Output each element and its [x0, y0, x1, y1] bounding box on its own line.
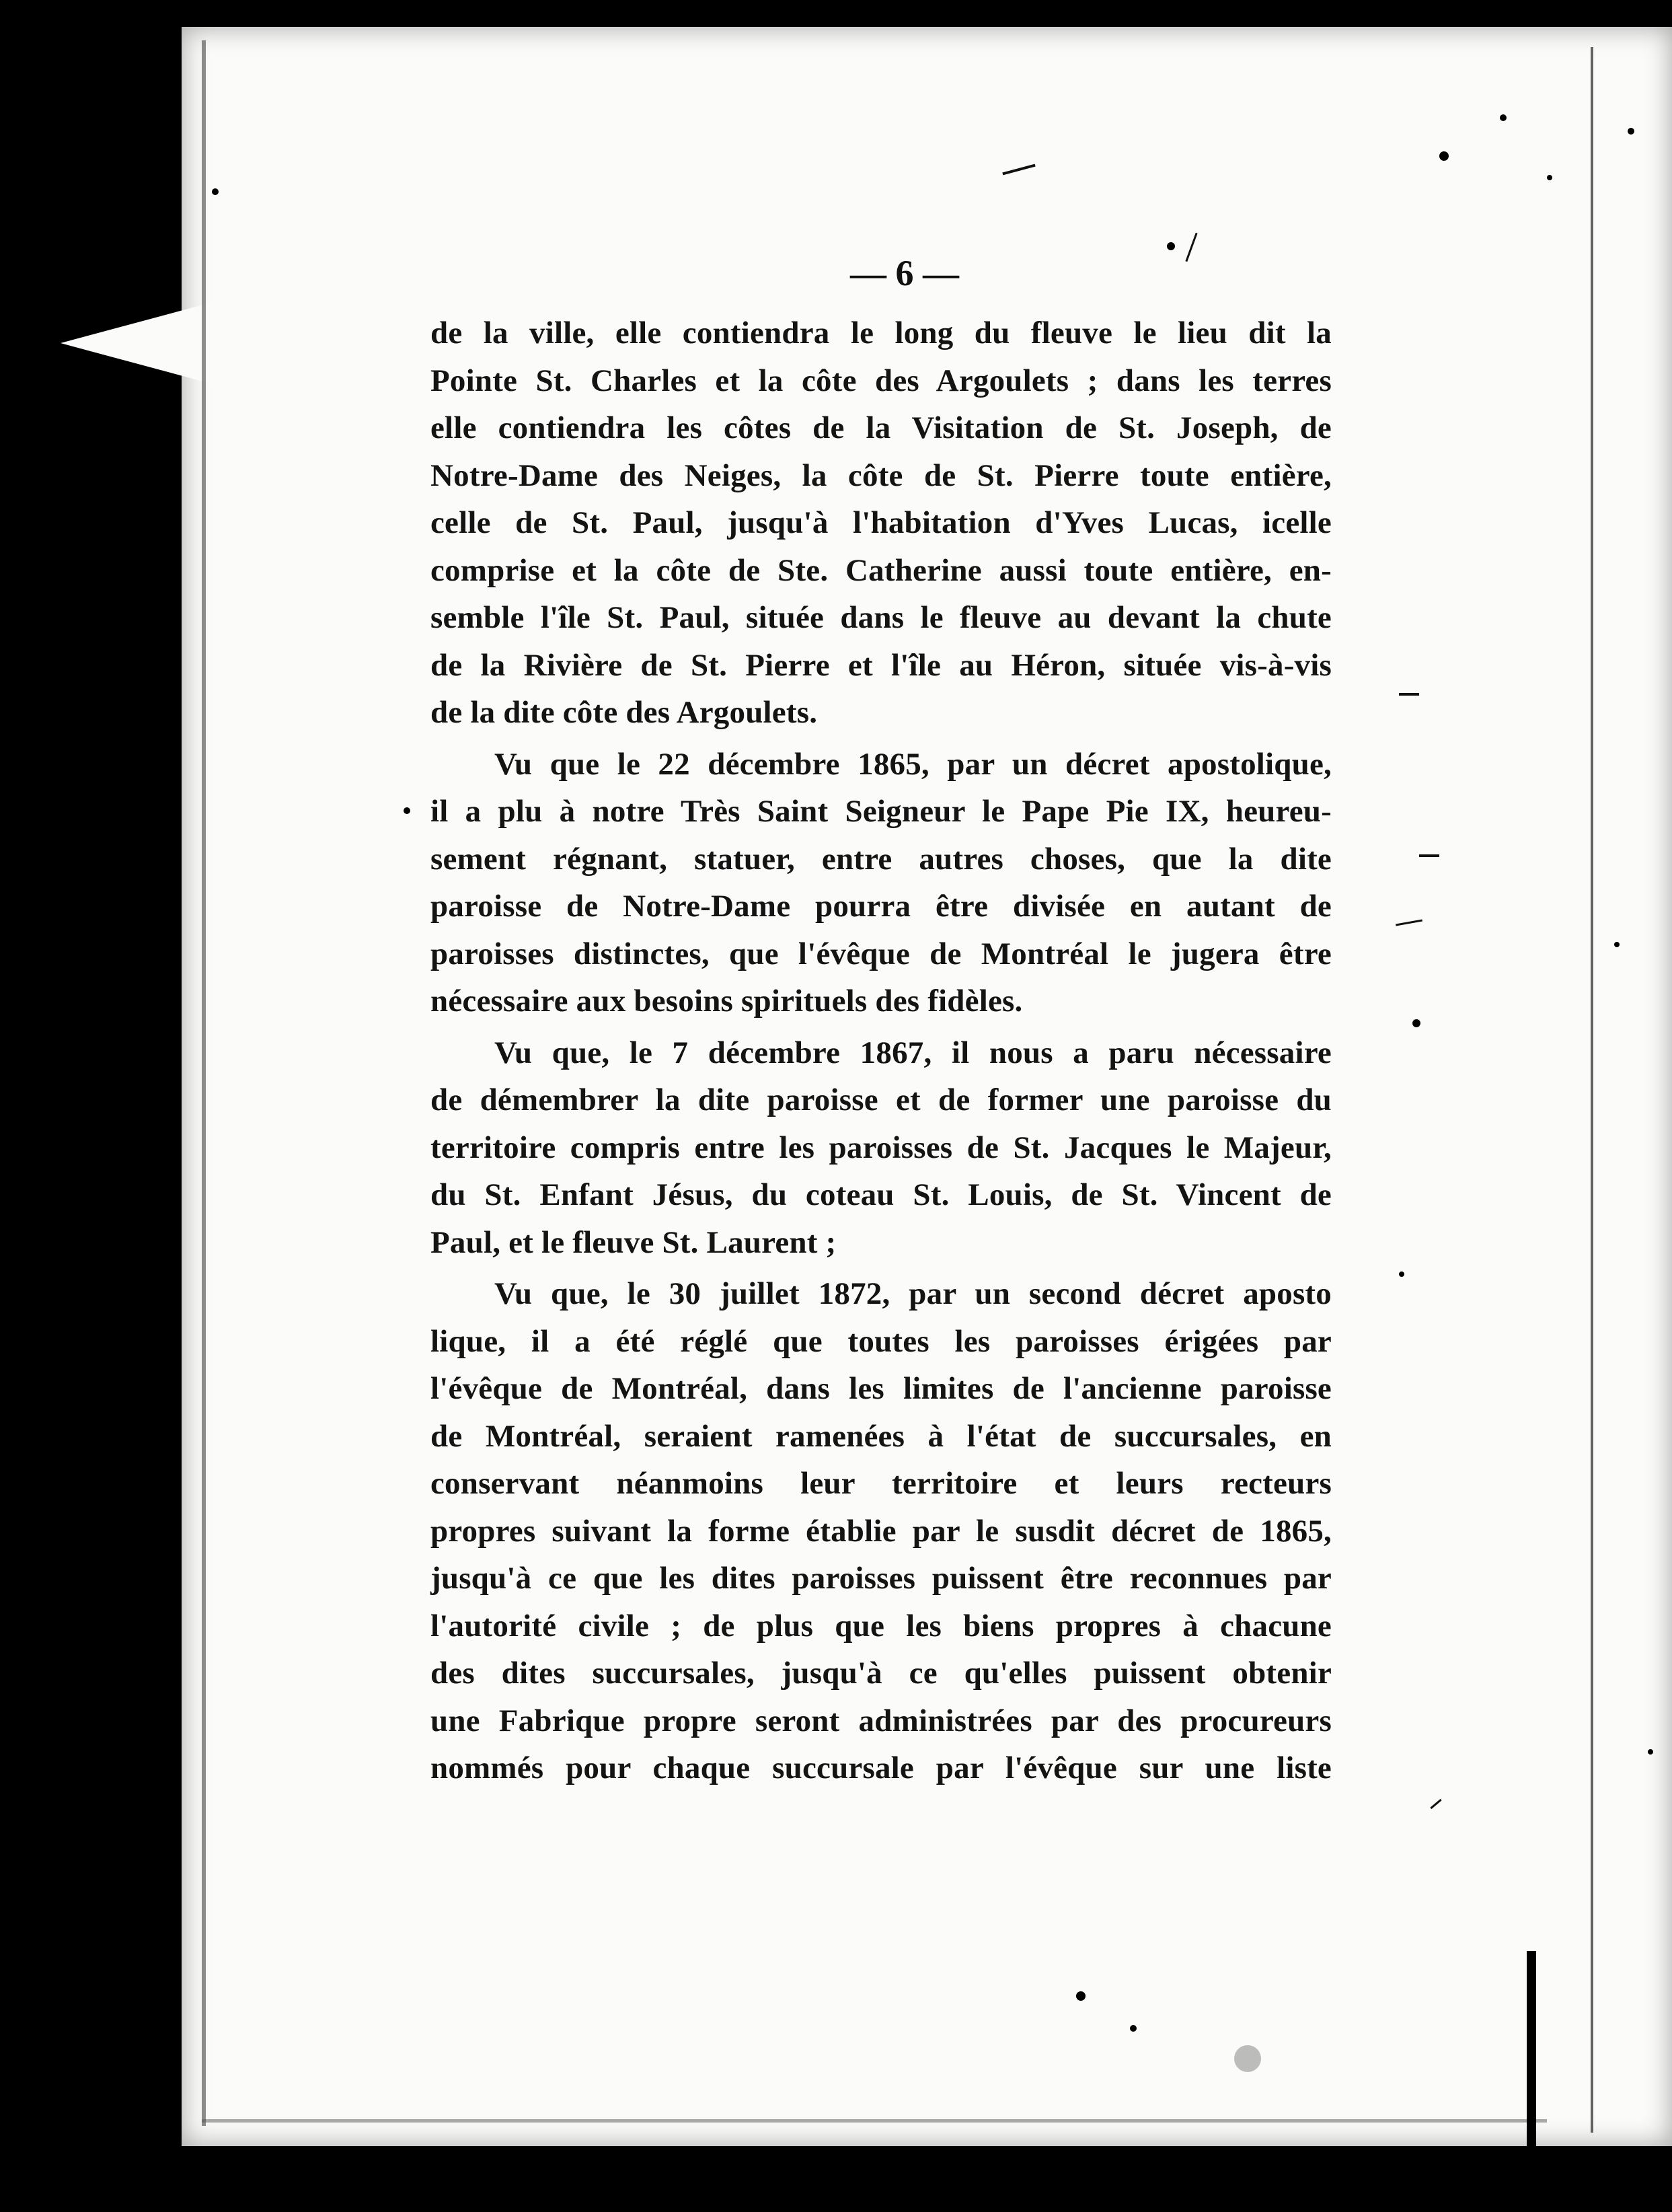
- scan-speck: [1628, 128, 1634, 135]
- text-line: Vu que, le 30 juillet 1872, par un second décret aposto: [494, 1276, 1332, 1311]
- text-line: sement régnant, statuer, entre autres choses, que la dite: [430, 841, 1332, 877]
- scan-speck: [1439, 151, 1449, 161]
- text-line: Vu que le 22 décembre 1865, par un décret apostolique,: [494, 746, 1332, 782]
- text-line: l'évêque de Montréal, dans les limites de l'ancienne paroisse: [430, 1371, 1332, 1406]
- page-edge-right: [1591, 47, 1593, 2133]
- scan-speck: [212, 188, 219, 195]
- text-line: de la Rivière de St. Pierre et l'île au Héron, située vis-à-vis: [430, 647, 1332, 683]
- text-line: il a plu à notre Très Saint Seigneur le Pape Pie IX, heureu-: [430, 794, 1332, 829]
- scan-speck: [1167, 242, 1175, 250]
- text-line: nommés pour chaque succursale par l'évêque sur une liste: [430, 1750, 1332, 1785]
- text-line: une Fabrique propre seront administrées par des procureurs: [430, 1703, 1332, 1738]
- text-line: paroisse de Notre-Dame pourra être divisée en autant de: [430, 889, 1332, 924]
- ink-scratch: [1399, 693, 1419, 696]
- binding-shadow: [1527, 1951, 1536, 2153]
- ink-scratch: [1419, 854, 1439, 857]
- text-line: de la ville, elle contiendra le long du fleuve le lieu dit la: [430, 316, 1332, 351]
- text-line: de la dite côte des Argoulets.: [430, 695, 818, 730]
- text-line: du St. Enfant Jésus, du coteau St. Louis, de St. Vincent de: [430, 1177, 1332, 1212]
- paper-tab: [61, 296, 235, 390]
- scan-speck: [1500, 114, 1507, 121]
- text-line: Vu que, le 7 décembre 1867, il nous a paru nécessaire: [494, 1035, 1332, 1070]
- body-text: [430, 309, 1338, 1792]
- text-line: paroisses distinctes, que l'évêque de Montréal le jugera être: [430, 936, 1332, 971]
- text-line: celle de St. Paul, jusqu'à l'habitation d'Yves Lucas, icelle: [430, 505, 1332, 540]
- page-edge-bottom: [202, 2119, 1547, 2123]
- scan-speck: [1130, 2025, 1137, 2032]
- text-line: de démembrer la dite paroisse et de former une paroisse du: [430, 1082, 1332, 1117]
- text-line: comprise et la côte de Ste. Catherine aussi toute entière, en-: [430, 552, 1332, 588]
- text-line: Notre-Dame des Neiges, la côte de St. Pierre toute entière,: [430, 457, 1332, 493]
- text-line: Pointe St. Charles et la côte des Argoulets ; dans les terres: [430, 363, 1332, 398]
- scan-speck: [1234, 2045, 1261, 2072]
- text-line: des dites succursales, jusqu'à ce qu'elles puissent obtenir: [430, 1656, 1332, 1691]
- page-edge-left: [202, 40, 206, 2126]
- scan-speck: [1648, 1749, 1653, 1755]
- text-line: l'autorité civile ; de plus que les biens propres à chacune: [430, 1608, 1332, 1644]
- scan-speck: [1399, 1271, 1404, 1277]
- text-line: jusqu'à ce que les dites paroisses puissent être reconnues par: [430, 1561, 1332, 1596]
- text-line: Paul, et le fleuve St. Laurent ;: [430, 1224, 837, 1260]
- text-line: propres suivant la forme établie par le susdit décret de 1865,: [430, 1513, 1332, 1549]
- text-line: de Montréal, seraient ramenées à l'état de succursales, en: [430, 1418, 1332, 1454]
- scan-speck: [404, 807, 410, 814]
- scan-speck: [1614, 942, 1620, 947]
- page-number: — 6 —: [850, 253, 959, 293]
- text-line: lique, il a été réglé que toutes les paroisses érigées par: [430, 1323, 1332, 1359]
- text-line: elle contiendra les côtes de la Visitation de St. Joseph, de: [430, 410, 1332, 445]
- text-line: conservant néanmoins leur territoire et leurs recteurs: [430, 1466, 1332, 1501]
- text-line: nécessaire aux besoins spirituels des fidèles.: [430, 984, 1023, 1019]
- text-line: territoire compris entre les paroisses de St. Jacques le Majeur,: [430, 1130, 1332, 1165]
- scan-speck: [1547, 175, 1552, 180]
- text-line: semble l'île St. Paul, située dans le fleuve au devant la chute: [430, 600, 1332, 635]
- scan-speck: [1076, 1991, 1086, 2001]
- scan-speck: [1412, 1019, 1420, 1027]
